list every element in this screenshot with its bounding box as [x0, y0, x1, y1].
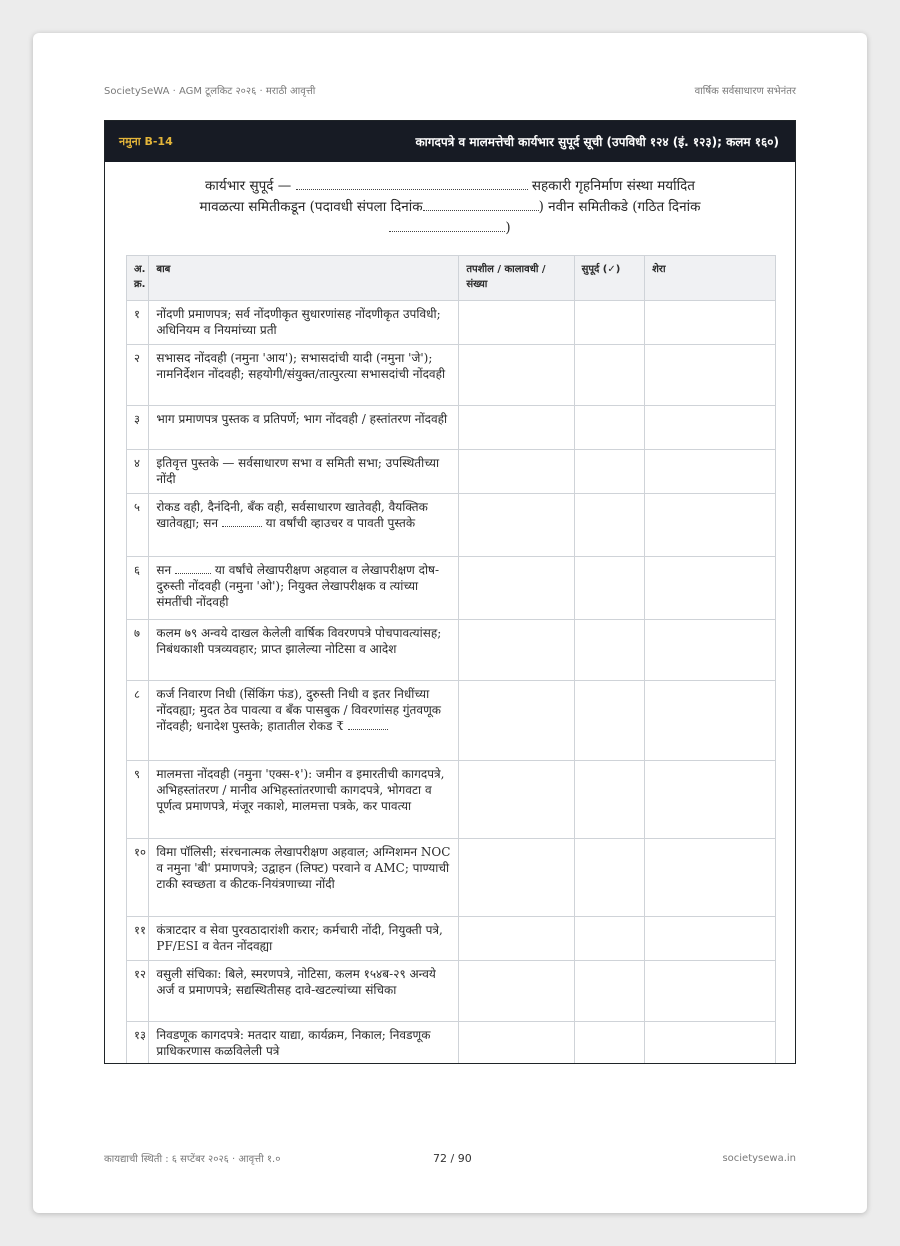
row-remarks-cell[interactable] — [645, 961, 776, 1022]
row-details-cell[interactable] — [459, 345, 574, 406]
row-handed-over-cell[interactable] — [574, 557, 644, 620]
col-header-remarks: शेरा — [645, 256, 776, 301]
form-header-bar — [105, 121, 795, 162]
row-handed-over-cell[interactable] — [574, 681, 644, 761]
row-item — [149, 681, 459, 761]
row-item: मालमत्ता नोंदवही (नमुना 'एक्स-१'): जमीन व इमारतीची कागदपत्रे, अभिहस्तांतरण / मानीव अभिहस्तांतरणाची कागदपत्रे, भोगवटा व पूर्णत्व प्रमाणपत्रे, मंजूर नकाशे, मालमत्ता पत्रके, कर पावत्या — [149, 761, 459, 839]
handover-text-5: ) — [505, 220, 511, 236]
table-row — [127, 450, 776, 494]
row-item: निवडणूक कागदपत्रे: मतदार याद्या, कार्यक्रम, निकाल; निवडणूक प्राधिकरणास कळविलेली पत्रे — [149, 1022, 459, 1065]
form-b14 — [104, 120, 796, 1064]
form-title: कागदपत्रे व मालमत्तेची कार्यभार सुपूर्द सूची (उपविधी १२४ (इं. १२३); कलम १६०) — [415, 135, 779, 149]
table-row — [127, 1022, 776, 1065]
row-remarks-cell[interactable] — [645, 917, 776, 961]
row-remarks-cell[interactable] — [645, 620, 776, 681]
row-serial: १ — [127, 301, 149, 345]
row-item-text-a: सन — [156, 563, 172, 577]
row-handed-over-cell[interactable] — [574, 406, 644, 450]
handover-text-1: कार्यभार सुपूर्द — — [205, 178, 292, 194]
row-handed-over-cell[interactable] — [574, 961, 644, 1022]
cash-amount-blank[interactable] — [348, 719, 388, 730]
row-details-cell[interactable] — [459, 681, 574, 761]
row-item: कलम ७९ अन्वये दाखल केलेली वार्षिक विवरणपत्रे पोचपावत्यांसह; निबंधकाशी पत्रव्यवहार; प्राप्त झालेल्या नोटिसा व आदेश — [149, 620, 459, 681]
col-header-item: बाब — [149, 256, 459, 301]
handover-statement — [105, 162, 795, 255]
table-row — [127, 761, 776, 839]
row-handed-over-cell[interactable] — [574, 839, 644, 917]
row-item: भाग प्रमाणपत्र पुस्तक व प्रतिपर्णे; भाग नोंदवही / हस्तांतरण नोंदवही — [149, 406, 459, 450]
table-row — [127, 345, 776, 406]
table-row — [127, 406, 776, 450]
term-end-date-blank[interactable] — [423, 198, 539, 211]
row-details-cell[interactable] — [459, 761, 574, 839]
row-item: कंत्राटदार व सेवा पुरवठादारांशी करार; कर्मचारी नोंदी, नियुक्ती पत्रे, PF/ESI व वेतन नोंदवह्या — [149, 917, 459, 961]
row-remarks-cell[interactable] — [645, 494, 776, 557]
row-handed-over-cell[interactable] — [574, 494, 644, 557]
handover-text-2: सहकारी गृहनिर्माण संस्था मर्यादित — [531, 178, 695, 194]
row-details-cell[interactable] — [459, 1022, 574, 1065]
table-row — [127, 681, 776, 761]
row-remarks-cell[interactable] — [645, 761, 776, 839]
row-details-cell[interactable] — [459, 301, 574, 345]
handover-text-3: मावळत्या समितीकडून (पदावधी संपला दिनांक — [199, 199, 423, 215]
col-header-details: तपशील / कालावधी / संख्या — [459, 256, 574, 301]
row-handed-over-cell[interactable] — [574, 301, 644, 345]
running-header-right: वार्षिक सर्वसाधारण सभेनंतर — [694, 86, 796, 97]
row-handed-over-cell[interactable] — [574, 917, 644, 961]
footer-website: societysewa.in — [722, 1152, 796, 1164]
running-header — [104, 83, 796, 97]
row-serial: ९ — [127, 761, 149, 839]
row-remarks-cell[interactable] — [645, 345, 776, 406]
running-footer — [104, 1151, 796, 1165]
col-header-handed-over: सुपूर्द (✓) — [574, 256, 644, 301]
row-item-text-a: रोकड वही, दैनंदिनी, बँक वही, सर्वसाधारण खातेवही, वैयक्तिक खातेवह्या; सन — [156, 500, 428, 530]
row-serial: १३ — [127, 1022, 149, 1065]
row-handed-over-cell[interactable] — [574, 345, 644, 406]
row-details-cell[interactable] — [459, 406, 574, 450]
table-row — [127, 494, 776, 557]
row-item-text-b: या वर्षांचे लेखापरीक्षण अहवाल व लेखापरीक्षण दोष-दुरुस्ती नोंदवही (नमुना 'ओ'); नियुक्त लेखापरीक्षक व त्यांच्या संमतींची नोंदवही — [156, 563, 440, 609]
row-handed-over-cell[interactable] — [574, 620, 644, 681]
row-handed-over-cell[interactable] — [574, 761, 644, 839]
row-details-cell[interactable] — [459, 450, 574, 494]
running-header-left: SocietySeWA · AGM टूलकिट २०२६ · मराठी आवृत्ती — [104, 86, 316, 97]
row-details-cell[interactable] — [459, 839, 574, 917]
document-page — [33, 33, 867, 1213]
row-remarks-cell[interactable] — [645, 681, 776, 761]
col-header-serial: अ. क्र. — [127, 256, 149, 301]
row-item: विमा पॉलिसी; संरचनात्मक लेखापरीक्षण अहवाल; अग्निशमन NOC व नमुना 'बी' प्रमाणपत्रे; उद्वाहन (लिफ्ट) परवाने व AMC; पाण्याची टाकी स्वच्छता व कीटक-नियंत्रणाच्या नोंदी — [149, 839, 459, 917]
row-serial: ४ — [127, 450, 149, 494]
row-item-text-b: या वर्षांची व्हाउचर व पावती पुस्तके — [265, 516, 416, 530]
row-details-cell[interactable] — [459, 620, 574, 681]
row-serial: ७ — [127, 620, 149, 681]
years-blank[interactable] — [175, 563, 211, 574]
footer-legal-status: कायद्याची स्थिती : ६ सप्टेंबर २०२६ · आवृत्ती १.० — [104, 1154, 281, 1165]
form-id: नमुना B-14 — [119, 135, 173, 148]
row-remarks-cell[interactable] — [645, 557, 776, 620]
row-item-text-a: कर्ज निवारण निधी (सिंकिंग फंड), दुरुस्ती निधी व इतर निधींच्या नोंदवह्या; मुदत ठेव पावत्या व बँक पासबुक / विवरणांसह गुंतवणूक नोंदवही; धनादेश पुस्तके; हातातील रोकड ₹ — [156, 687, 441, 733]
table-header-row — [127, 256, 776, 301]
row-serial: ३ — [127, 406, 149, 450]
formation-date-blank[interactable] — [389, 219, 505, 232]
row-serial: ५ — [127, 494, 149, 557]
row-details-cell[interactable] — [459, 557, 574, 620]
table-row — [127, 917, 776, 961]
handover-text-4: ) नवीन समितीकडे (गठित दिनांक — [538, 199, 701, 215]
society-name-blank[interactable] — [296, 177, 528, 190]
row-details-cell[interactable] — [459, 961, 574, 1022]
row-remarks-cell[interactable] — [645, 450, 776, 494]
row-remarks-cell[interactable] — [645, 1022, 776, 1065]
row-handed-over-cell[interactable] — [574, 450, 644, 494]
table-row — [127, 301, 776, 345]
row-item: इतिवृत्त पुस्तके — सर्वसाधारण सभा व समिती सभा; उपस्थितीच्या नोंदी — [149, 450, 459, 494]
row-serial: १२ — [127, 961, 149, 1022]
row-item — [149, 494, 459, 557]
row-serial: १० — [127, 839, 149, 917]
page-number: 72 / 90 — [433, 1151, 472, 1165]
row-serial: २ — [127, 345, 149, 406]
row-remarks-cell[interactable] — [645, 301, 776, 345]
row-item: नोंदणी प्रमाणपत्र; सर्व नोंदणीकृत सुधारणांसह नोंदणीकृत उपविधी; अधिनियम व नियमांच्या प्रती — [149, 301, 459, 345]
row-serial: ६ — [127, 557, 149, 620]
row-serial: ११ — [127, 917, 149, 961]
table-row — [127, 839, 776, 917]
row-serial: ८ — [127, 681, 149, 761]
row-item — [149, 557, 459, 620]
row-handed-over-cell[interactable] — [574, 1022, 644, 1065]
table-row — [127, 620, 776, 681]
handover-table — [126, 255, 776, 1064]
years-blank[interactable] — [222, 516, 262, 527]
table-row — [127, 961, 776, 1022]
row-item: वसुली संचिका: बिले, स्मरणपत्रे, नोटिसा, कलम १५४ब-२९ अन्वये अर्ज व प्रमाणपत्रे; सद्यस्थितीसह दावे-खटल्यांच्या संचिका — [149, 961, 459, 1022]
row-item: सभासद नोंदवही (नमुना 'आय'); सभासदांची यादी (नमुना 'जे'); नामनिर्देशन नोंदवही; सहयोगी/संयुक्त/तात्पुरत्या सभासदांची नोंदवही — [149, 345, 459, 406]
row-remarks-cell[interactable] — [645, 839, 776, 917]
row-details-cell[interactable] — [459, 917, 574, 961]
row-details-cell[interactable] — [459, 494, 574, 557]
table-row — [127, 557, 776, 620]
row-remarks-cell[interactable] — [645, 406, 776, 450]
